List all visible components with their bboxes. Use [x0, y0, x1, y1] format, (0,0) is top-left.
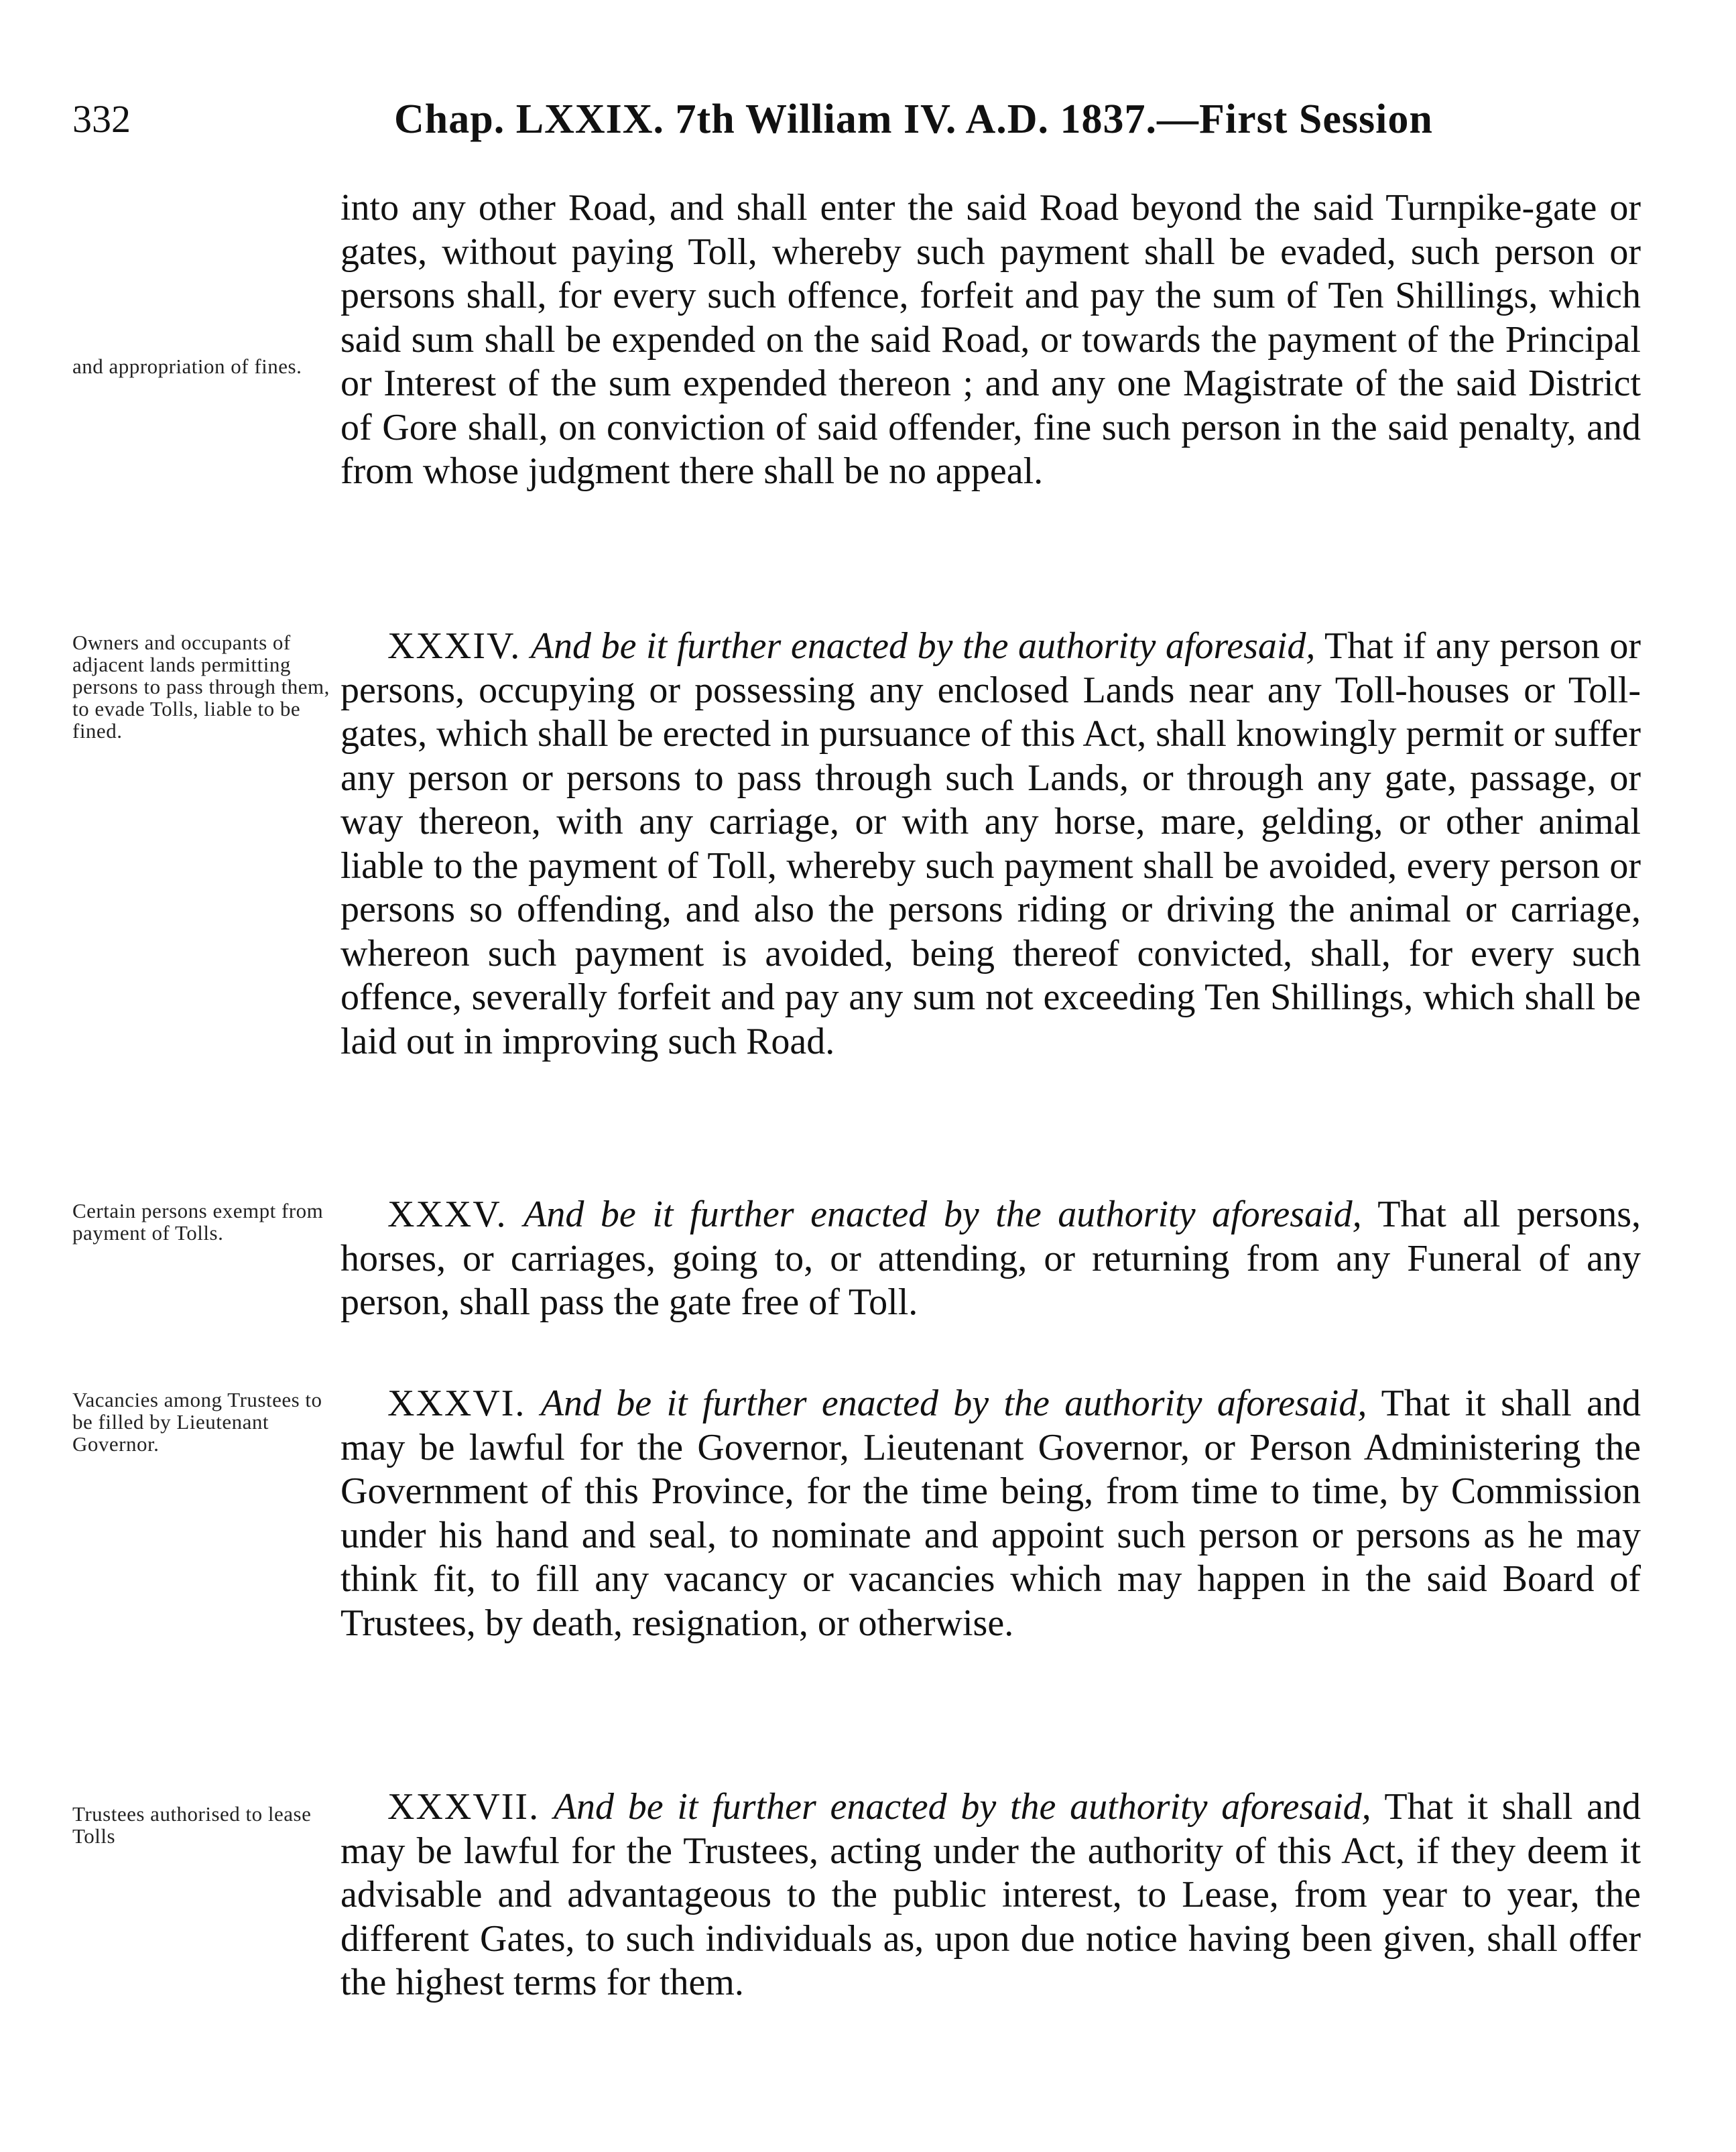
section-text: That it shall and may be lawful for the Governor, Lieutenant Governor, or Person Administering the Government of this Province, for the time being, from time to time, by Commission under his hand and seal, to nominate and appoint such person or persons as he may think fit, to fill any vacancy or vacancies which may happen in the said Board of Trustees, by death, resignation, or otherwise.: [340, 1383, 1641, 1644]
section-paragraph: [340, 1785, 1641, 2005]
section-number: XXXIV.: [387, 625, 521, 667]
section-36: [340, 1382, 1641, 1645]
section-paragraph: [340, 625, 1641, 1064]
enacting-clause: And be it further enacted by the authority aforesaid,: [523, 1194, 1362, 1235]
section-number: XXXV.: [387, 1194, 507, 1235]
running-head: Chap. LXXIX. 7th William IV. A.D. 1837.—First Session: [394, 97, 1433, 142]
enacting-clause: And be it further enacted by the authority aforesaid,: [530, 625, 1316, 667]
section-37: [340, 1785, 1641, 2005]
section-text: That it shall and may be lawful for the Trustees, acting under the authority of this Act, if they deem it advisable and advantageous to the public interest, to Lease, from year to year, the different Gates, to such individuals as, upon due notice having been given, shall offer the highest terms for them.: [340, 1786, 1641, 2003]
section-text: That all persons, horses, or carriages, going to, or attending, or returning from any Funeral of any person, shall pass the gate free of Toll.: [340, 1194, 1641, 1323]
continuation-paragraph: [340, 186, 1641, 494]
marginal-note-section-36: Vacancies among Trustees to be filled by Lieutenant Governor.: [72, 1388, 322, 1456]
marginal-note-section-34: Owners and occupants of adjacent lands permitting persons to pass through them, to evade Tolls, liable to be fined.: [72, 631, 330, 743]
page-number: 332: [72, 97, 131, 141]
section-text: That if any person or persons, occupying or possessing any enclosed Lands near any Toll-houses or Toll-gates, which shall be erected in pursuance of this Act, shall knowingly permit or suffer any person or persons to pass through such Lands, or through any gate, passage, or way thereon, with any carriage, or with any horse, mare, gelding, or other animal liable to the payment of Toll, whereby such payment shall be avoided, every person or persons so offending, and also the persons riding or driving the animal or carriage, whereon such payment is avoided, being thereof convicted, shall, for every such offence, severally forfeit and pay any sum not exceeding Ten Shillings, which shall be laid out in improving such Road.: [340, 625, 1641, 1062]
enacting-clause: And be it further enacted by the authority aforesaid,: [540, 1383, 1367, 1424]
section-paragraph: [340, 1382, 1641, 1645]
section-35: [340, 1193, 1641, 1325]
enacting-clause: And be it further enacted by the authority aforesaid,: [553, 1786, 1371, 1828]
marginal-note-appropriation-of-fines: and appropriation of fines.: [72, 355, 302, 378]
section-number: XXXVII.: [387, 1786, 540, 1828]
marginal-note-section-35: Certain persons exempt from payment of Tolls.: [72, 1199, 324, 1245]
marginal-note-section-37: Trustees authorised to lease Tolls: [72, 1802, 312, 1848]
paragraph-text: into any other Road, and shall enter the said Road beyond the said Turnpike-gate or gates, without paying Toll, whereby such payment shall be evaded, such person or persons shall, for every such offence, forfeit and pay the sum of Ten Shillings, which said sum shall be expended on the said Road, or towards the payment of the Principal or Interest of the sum expended thereon ; and any one Magistrate of the said District of Gore shall, on conviction of said offender, fine such person in the said penalty, and from whose judgment there shall be no appeal.: [340, 187, 1641, 492]
section-paragraph: [340, 1193, 1641, 1325]
section-number: XXXVI.: [387, 1383, 526, 1424]
page-header: [72, 92, 1634, 153]
section-34: [340, 625, 1641, 1064]
